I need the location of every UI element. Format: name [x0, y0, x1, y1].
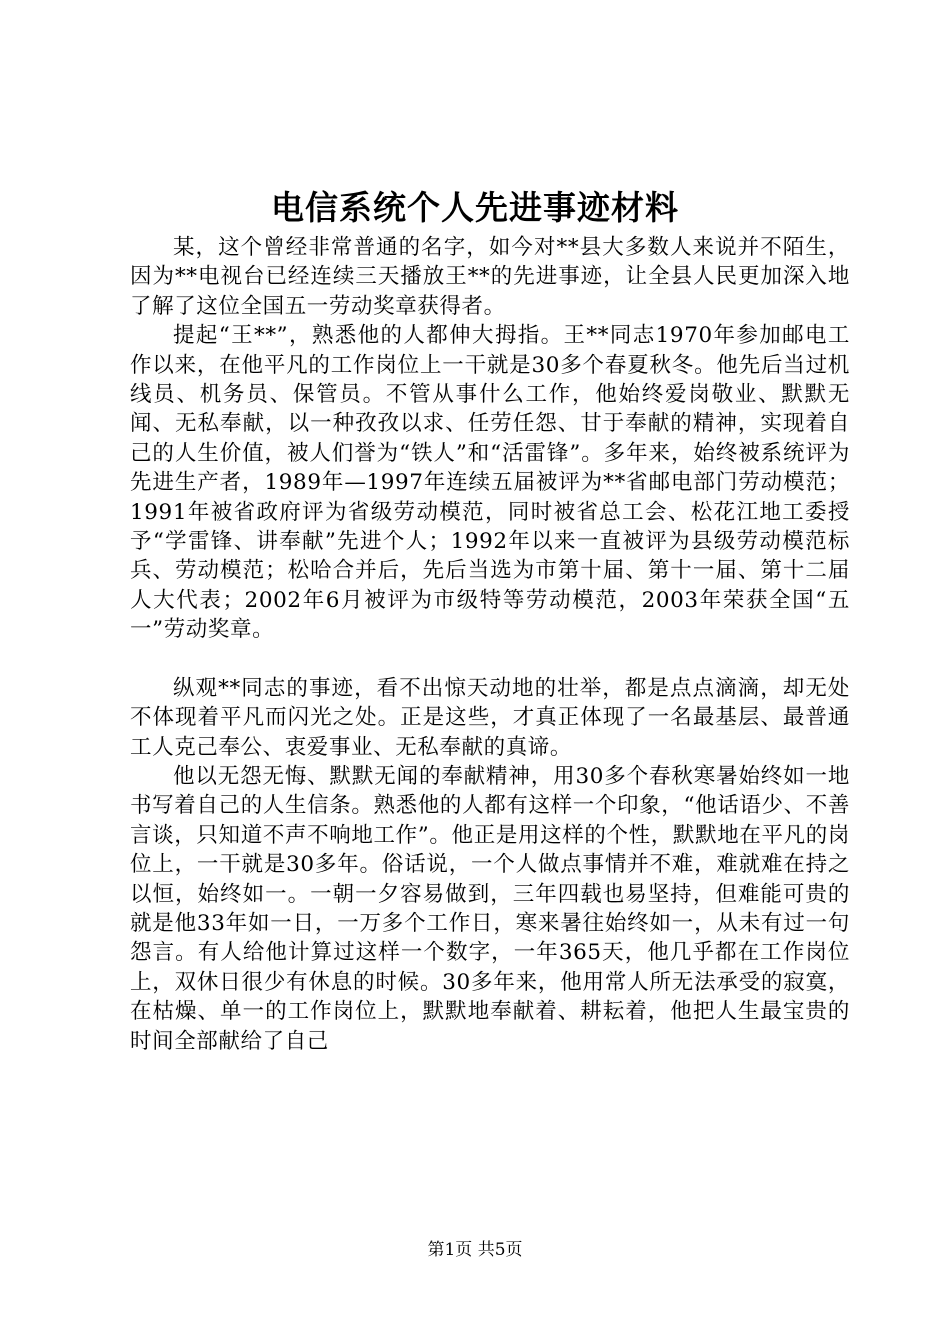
document-body [130, 233, 850, 1056]
document-title: 电信系统个人先进事迹材料 [271, 188, 679, 227]
paragraph-1: 某，这个曾经非常普通的名字，如今对**县大多数人来说并不陌生，因为**电视台已经连续三天播放王**的先进事迹，让全县人民更加深入地了解了这位全国五一劳动奖章获得者。 [130, 235, 850, 319]
page-footer: 第1页 共5页 [427, 1240, 523, 1260]
paragraph-4: 他以无怨无悔、默默无闻的奉献精神，用30多个春秋寒暑始终如一地书写着自己的人生信条。熟悉他的人都有这样一个印象，“他话语少、不善言谈，只知道不声不响地工作”。他正是用这样的个性，默默地在平凡的岗位上，一干就是30多年。俗话说，一个人做点事情并不难，难就难在持之以恒，始终如一。一朝一夕容易做到，三年四载也易坚持，但难能可贵的就是他33年如一日，一万多个工作日，寒来暑往始终如一，从未有过一句怨言。有人给他计算过这样一个数字，一年365天，他几乎都在工作岗位上，双休日很少有休息的时候。30多年来，他用常人所无法承受的寂寞，在枯燥、单一的工作岗位上，默默地奉献着、耕耘着，他把人生最宝贵的时间全部献给了自己 [130, 763, 850, 1054]
paragraph-2: 提起“王**”，熟悉他的人都伸大拇指。王**同志1970年参加邮电工作以来，在他平凡的工作岗位上一干就是30多个春夏秋冬。他先后当过机线员、机务员、保管员。不管从事什么工作，他始终爱岗敬业、默默无闻、无私奉献，以一种孜孜以求、任劳任怨、甘于奉献的精神，实现着自己的人生价值，被人们誉为“铁人”和“活雷锋”。多年来，始终被系统评为先进生产者，1989年—1997年连续五届被评为**省邮电部门劳动模范；1991年被省政府评为省级劳动模范，同时被省总工会、松花江地工委授予“学雷锋、讲奉献”先进个人；1992年以来一直被评为县级劳动模范标兵、劳动模范；松哈合并后，先后当选为市第十届、第十一届、第十二届人大代表；2002年6月被评为市级特等劳动模范，2003年荣获全国“五一”劳动奖章。 [130, 323, 850, 643]
paragraph-3: 纵观**同志的事迹，看不出惊天动地的壮举，都是点点滴滴，却无处不体现着平凡而闪光之处。正是这些，才真正体现了一名最基层、最普通工人克己奉公、衷爱事业、无私奉献的真谛。 [130, 675, 850, 760]
